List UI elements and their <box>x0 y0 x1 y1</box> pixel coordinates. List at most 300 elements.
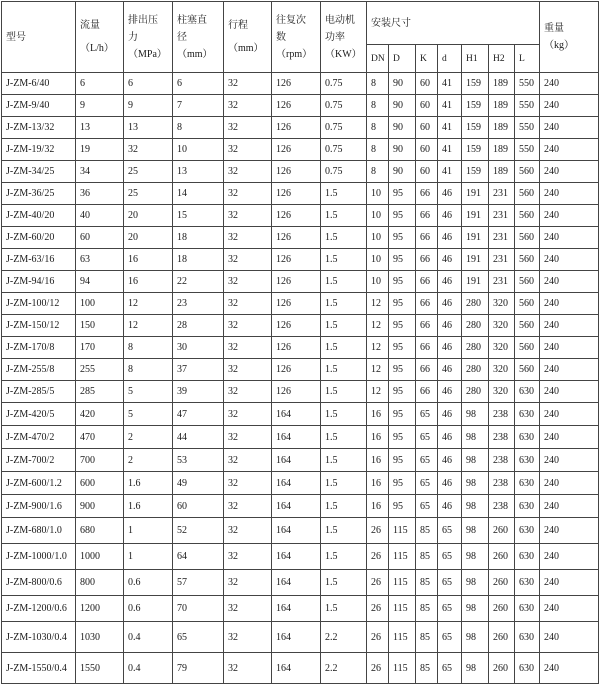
cell-h2: 189 <box>489 95 515 117</box>
cell-stroke: 32 <box>224 495 272 518</box>
cell-reciprocation: 164 <box>272 449 321 472</box>
cell-model: J-ZM-600/1.2 <box>2 472 76 495</box>
cell-model: J-ZM-1550/0.4 <box>2 653 76 684</box>
cell-motor: 1.5 <box>321 570 367 596</box>
cell-plunger: 6 <box>173 73 224 95</box>
cell-h1: 98 <box>462 544 489 570</box>
cell-d-outer: 95 <box>389 381 416 403</box>
table-row <box>2 271 599 293</box>
table-row <box>2 161 599 183</box>
cell-model: J-ZM-170/8 <box>2 337 76 359</box>
cell-d: 65 <box>438 653 462 684</box>
cell-motor: 1.5 <box>321 359 367 381</box>
cell-flow: 700 <box>76 449 124 472</box>
cell-stroke: 32 <box>224 271 272 293</box>
cell-h2: 231 <box>489 271 515 293</box>
cell-pressure: 1 <box>124 544 173 570</box>
cell-stroke: 32 <box>224 227 272 249</box>
cell-d-outer: 95 <box>389 449 416 472</box>
cell-flow: 60 <box>76 227 124 249</box>
table-row <box>2 73 599 95</box>
cell-d-outer: 115 <box>389 544 416 570</box>
cell-k: 66 <box>416 315 438 337</box>
cell-motor: 1.5 <box>321 183 367 205</box>
cell-h2: 231 <box>489 227 515 249</box>
cell-motor: 1.5 <box>321 271 367 293</box>
cell-plunger: 39 <box>173 381 224 403</box>
cell-stroke: 32 <box>224 73 272 95</box>
table-row <box>2 359 599 381</box>
cell-h1: 98 <box>462 570 489 596</box>
cell-d-outer: 95 <box>389 426 416 449</box>
table-row <box>2 205 599 227</box>
cell-motor: 1.5 <box>321 495 367 518</box>
cell-reciprocation: 164 <box>272 495 321 518</box>
cell-pressure: 1 <box>124 518 173 544</box>
cell-plunger: 28 <box>173 315 224 337</box>
cell-reciprocation: 126 <box>272 359 321 381</box>
cell-d-outer: 115 <box>389 518 416 544</box>
cell-model: J-ZM-285/5 <box>2 381 76 403</box>
cell-d: 46 <box>438 449 462 472</box>
cell-d-outer: 95 <box>389 227 416 249</box>
header-reciprocation: 往复次 数 （rpm） <box>272 2 321 73</box>
header-install-l: L <box>515 45 540 73</box>
cell-reciprocation: 164 <box>272 403 321 426</box>
cell-flow: 63 <box>76 249 124 271</box>
cell-k: 60 <box>416 95 438 117</box>
cell-h2: 238 <box>489 426 515 449</box>
cell-d: 46 <box>438 403 462 426</box>
cell-l: 630 <box>515 381 540 403</box>
cell-k: 66 <box>416 227 438 249</box>
cell-stroke: 32 <box>224 449 272 472</box>
cell-motor: 1.5 <box>321 426 367 449</box>
cell-plunger: 37 <box>173 359 224 381</box>
table-row <box>2 183 599 205</box>
cell-plunger: 65 <box>173 622 224 653</box>
cell-k: 85 <box>416 653 438 684</box>
cell-pressure: 20 <box>124 227 173 249</box>
cell-dn: 10 <box>367 183 389 205</box>
cell-weight: 240 <box>540 249 599 271</box>
cell-h2: 238 <box>489 449 515 472</box>
cell-flow: 6 <box>76 73 124 95</box>
cell-h1: 98 <box>462 596 489 622</box>
cell-plunger: 70 <box>173 596 224 622</box>
cell-motor: 0.75 <box>321 95 367 117</box>
cell-k: 66 <box>416 271 438 293</box>
cell-reciprocation: 164 <box>272 472 321 495</box>
cell-motor: 1.5 <box>321 249 367 271</box>
cell-l: 550 <box>515 95 540 117</box>
cell-flow: 900 <box>76 495 124 518</box>
cell-model: J-ZM-1200/0.6 <box>2 596 76 622</box>
cell-h2: 260 <box>489 570 515 596</box>
table-body <box>2 73 599 684</box>
cell-d: 65 <box>438 622 462 653</box>
cell-reciprocation: 126 <box>272 227 321 249</box>
cell-k: 66 <box>416 183 438 205</box>
table-row <box>2 449 599 472</box>
cell-motor: 2.2 <box>321 653 367 684</box>
cell-flow: 420 <box>76 403 124 426</box>
cell-h2: 189 <box>489 161 515 183</box>
cell-flow: 1030 <box>76 622 124 653</box>
cell-h2: 260 <box>489 544 515 570</box>
cell-l: 630 <box>515 570 540 596</box>
cell-model: J-ZM-100/12 <box>2 293 76 315</box>
table-row <box>2 139 599 161</box>
header-install-h2: H2 <box>489 45 515 73</box>
cell-weight: 240 <box>540 95 599 117</box>
cell-motor: 1.5 <box>321 544 367 570</box>
cell-weight: 240 <box>540 359 599 381</box>
cell-h1: 98 <box>462 622 489 653</box>
cell-k: 66 <box>416 249 438 271</box>
table-row <box>2 472 599 495</box>
cell-weight: 240 <box>540 293 599 315</box>
cell-weight: 240 <box>540 315 599 337</box>
cell-motor: 1.5 <box>321 403 367 426</box>
cell-plunger: 13 <box>173 161 224 183</box>
cell-weight: 240 <box>540 403 599 426</box>
cell-h2: 320 <box>489 293 515 315</box>
cell-h2: 320 <box>489 315 515 337</box>
cell-h2: 238 <box>489 495 515 518</box>
cell-weight: 240 <box>540 544 599 570</box>
cell-stroke: 32 <box>224 205 272 227</box>
cell-pressure: 12 <box>124 315 173 337</box>
cell-model: J-ZM-800/0.6 <box>2 570 76 596</box>
cell-d: 46 <box>438 315 462 337</box>
cell-motor: 1.5 <box>321 449 367 472</box>
cell-flow: 36 <box>76 183 124 205</box>
cell-h1: 280 <box>462 359 489 381</box>
cell-h1: 191 <box>462 205 489 227</box>
cell-reciprocation: 126 <box>272 95 321 117</box>
cell-k: 65 <box>416 426 438 449</box>
cell-stroke: 32 <box>224 359 272 381</box>
cell-l: 630 <box>515 544 540 570</box>
cell-pressure: 0.4 <box>124 653 173 684</box>
cell-l: 560 <box>515 227 540 249</box>
cell-model: J-ZM-19/32 <box>2 139 76 161</box>
cell-motor: 1.5 <box>321 227 367 249</box>
cell-h1: 280 <box>462 293 489 315</box>
cell-pressure: 12 <box>124 293 173 315</box>
cell-plunger: 49 <box>173 472 224 495</box>
cell-h2: 231 <box>489 205 515 227</box>
cell-weight: 240 <box>540 205 599 227</box>
table-row <box>2 95 599 117</box>
cell-l: 560 <box>515 315 540 337</box>
cell-motor: 1.5 <box>321 315 367 337</box>
cell-model: J-ZM-470/2 <box>2 426 76 449</box>
cell-flow: 19 <box>76 139 124 161</box>
cell-flow: 1550 <box>76 653 124 684</box>
table-row <box>2 570 599 596</box>
cell-k: 66 <box>416 205 438 227</box>
cell-dn: 12 <box>367 359 389 381</box>
cell-stroke: 32 <box>224 426 272 449</box>
cell-dn: 12 <box>367 337 389 359</box>
cell-flow: 13 <box>76 117 124 139</box>
cell-l: 560 <box>515 293 540 315</box>
cell-d-outer: 90 <box>389 95 416 117</box>
cell-model: J-ZM-680/1.0 <box>2 518 76 544</box>
cell-dn: 16 <box>367 449 389 472</box>
cell-k: 66 <box>416 337 438 359</box>
cell-h1: 98 <box>462 426 489 449</box>
table-row <box>2 653 599 684</box>
cell-k: 85 <box>416 622 438 653</box>
cell-model: J-ZM-1000/1.0 <box>2 544 76 570</box>
cell-weight: 240 <box>540 117 599 139</box>
cell-model: J-ZM-700/2 <box>2 449 76 472</box>
cell-k: 85 <box>416 518 438 544</box>
cell-model: J-ZM-36/25 <box>2 183 76 205</box>
cell-flow: 9 <box>76 95 124 117</box>
cell-flow: 600 <box>76 472 124 495</box>
table-row <box>2 293 599 315</box>
cell-reciprocation: 164 <box>272 518 321 544</box>
header-weight: 重量 （kg） <box>540 2 599 73</box>
cell-stroke: 32 <box>224 315 272 337</box>
cell-stroke: 32 <box>224 293 272 315</box>
cell-d-outer: 95 <box>389 359 416 381</box>
cell-h2: 260 <box>489 596 515 622</box>
cell-l: 560 <box>515 249 540 271</box>
table-row <box>2 117 599 139</box>
cell-pressure: 13 <box>124 117 173 139</box>
cell-stroke: 32 <box>224 337 272 359</box>
cell-h1: 159 <box>462 117 489 139</box>
cell-dn: 26 <box>367 544 389 570</box>
header-model: 型号 <box>2 2 76 73</box>
cell-stroke: 32 <box>224 381 272 403</box>
cell-weight: 240 <box>540 495 599 518</box>
cell-weight: 240 <box>540 449 599 472</box>
cell-weight: 240 <box>540 139 599 161</box>
cell-reciprocation: 126 <box>272 161 321 183</box>
cell-reciprocation: 164 <box>272 653 321 684</box>
header-install-d: d <box>438 45 462 73</box>
cell-flow: 285 <box>76 381 124 403</box>
cell-d-outer: 95 <box>389 293 416 315</box>
cell-plunger: 52 <box>173 518 224 544</box>
cell-weight: 240 <box>540 161 599 183</box>
cell-plunger: 30 <box>173 337 224 359</box>
cell-h2: 320 <box>489 381 515 403</box>
cell-plunger: 10 <box>173 139 224 161</box>
cell-stroke: 32 <box>224 570 272 596</box>
cell-weight: 240 <box>540 271 599 293</box>
cell-flow: 470 <box>76 426 124 449</box>
cell-plunger: 18 <box>173 227 224 249</box>
header-motor: 电动机 功率 （KW） <box>321 2 367 73</box>
cell-h1: 191 <box>462 227 489 249</box>
cell-pressure: 25 <box>124 183 173 205</box>
cell-stroke: 32 <box>224 596 272 622</box>
cell-l: 630 <box>515 495 540 518</box>
cell-stroke: 32 <box>224 95 272 117</box>
cell-pressure: 1.6 <box>124 495 173 518</box>
cell-pressure: 16 <box>124 249 173 271</box>
cell-dn: 10 <box>367 249 389 271</box>
cell-pressure: 16 <box>124 271 173 293</box>
cell-k: 65 <box>416 472 438 495</box>
cell-reciprocation: 126 <box>272 139 321 161</box>
cell-dn: 10 <box>367 227 389 249</box>
cell-pressure: 0.6 <box>124 596 173 622</box>
table-row <box>2 622 599 653</box>
cell-k: 85 <box>416 596 438 622</box>
cell-d: 46 <box>438 472 462 495</box>
cell-stroke: 32 <box>224 183 272 205</box>
cell-d: 41 <box>438 117 462 139</box>
cell-d-outer: 115 <box>389 622 416 653</box>
cell-h2: 231 <box>489 249 515 271</box>
cell-reciprocation: 126 <box>272 293 321 315</box>
cell-weight: 240 <box>540 183 599 205</box>
cell-dn: 8 <box>367 73 389 95</box>
cell-pressure: 9 <box>124 95 173 117</box>
cell-d-outer: 95 <box>389 403 416 426</box>
cell-dn: 26 <box>367 653 389 684</box>
cell-k: 60 <box>416 161 438 183</box>
cell-flow: 800 <box>76 570 124 596</box>
cell-stroke: 32 <box>224 403 272 426</box>
cell-stroke: 32 <box>224 117 272 139</box>
cell-dn: 8 <box>367 117 389 139</box>
cell-dn: 12 <box>367 315 389 337</box>
cell-plunger: 64 <box>173 544 224 570</box>
cell-model: J-ZM-1030/0.4 <box>2 622 76 653</box>
cell-pressure: 8 <box>124 359 173 381</box>
cell-l: 630 <box>515 403 540 426</box>
cell-pressure: 2 <box>124 426 173 449</box>
cell-d: 41 <box>438 73 462 95</box>
cell-model: J-ZM-900/1.6 <box>2 495 76 518</box>
cell-l: 630 <box>515 449 540 472</box>
cell-d: 46 <box>438 337 462 359</box>
cell-dn: 16 <box>367 472 389 495</box>
cell-flow: 150 <box>76 315 124 337</box>
cell-h2: 238 <box>489 472 515 495</box>
cell-dn: 8 <box>367 95 389 117</box>
cell-k: 60 <box>416 117 438 139</box>
cell-l: 630 <box>515 426 540 449</box>
cell-d-outer: 95 <box>389 472 416 495</box>
cell-h2: 320 <box>489 337 515 359</box>
header-plunger: 柱塞直 径 （mm） <box>173 2 224 73</box>
cell-h1: 98 <box>462 495 489 518</box>
cell-h2: 238 <box>489 403 515 426</box>
cell-weight: 240 <box>540 622 599 653</box>
cell-l: 560 <box>515 183 540 205</box>
cell-l: 560 <box>515 205 540 227</box>
cell-h2: 320 <box>489 359 515 381</box>
cell-dn: 12 <box>367 293 389 315</box>
cell-d-outer: 95 <box>389 249 416 271</box>
cell-d-outer: 95 <box>389 205 416 227</box>
cell-d-outer: 115 <box>389 653 416 684</box>
cell-reciprocation: 126 <box>272 249 321 271</box>
header-install-d-outer: D <box>389 45 416 73</box>
cell-model: J-ZM-9/40 <box>2 95 76 117</box>
cell-dn: 26 <box>367 622 389 653</box>
cell-reciprocation: 164 <box>272 544 321 570</box>
cell-flow: 34 <box>76 161 124 183</box>
cell-l: 550 <box>515 139 540 161</box>
cell-d: 46 <box>438 426 462 449</box>
table-row <box>2 403 599 426</box>
cell-reciprocation: 164 <box>272 426 321 449</box>
cell-flow: 1200 <box>76 596 124 622</box>
cell-model: J-ZM-255/8 <box>2 359 76 381</box>
cell-h1: 159 <box>462 73 489 95</box>
table-row <box>2 381 599 403</box>
cell-d: 65 <box>438 570 462 596</box>
cell-reciprocation: 126 <box>272 381 321 403</box>
header-row-1 <box>2 2 599 45</box>
cell-d-outer: 95 <box>389 337 416 359</box>
cell-plunger: 47 <box>173 403 224 426</box>
header-install-dn: DN <box>367 45 389 73</box>
cell-k: 85 <box>416 544 438 570</box>
cell-k: 66 <box>416 293 438 315</box>
cell-plunger: 23 <box>173 293 224 315</box>
table-row <box>2 495 599 518</box>
cell-reciprocation: 164 <box>272 622 321 653</box>
cell-dn: 26 <box>367 518 389 544</box>
cell-d: 46 <box>438 381 462 403</box>
cell-k: 85 <box>416 570 438 596</box>
cell-reciprocation: 126 <box>272 205 321 227</box>
pump-spec-table <box>1 1 599 684</box>
cell-stroke: 32 <box>224 161 272 183</box>
header-pressure: 排出压 力 （MPa） <box>124 2 173 73</box>
cell-flow: 100 <box>76 293 124 315</box>
cell-pressure: 20 <box>124 205 173 227</box>
cell-motor: 1.5 <box>321 472 367 495</box>
cell-plunger: 60 <box>173 495 224 518</box>
cell-model: J-ZM-94/16 <box>2 271 76 293</box>
cell-l: 630 <box>515 472 540 495</box>
cell-plunger: 44 <box>173 426 224 449</box>
cell-k: 66 <box>416 359 438 381</box>
cell-dn: 26 <box>367 570 389 596</box>
cell-model: J-ZM-13/32 <box>2 117 76 139</box>
cell-dn: 16 <box>367 495 389 518</box>
cell-d-outer: 90 <box>389 161 416 183</box>
cell-plunger: 18 <box>173 249 224 271</box>
cell-l: 560 <box>515 337 540 359</box>
cell-plunger: 14 <box>173 183 224 205</box>
cell-model: J-ZM-34/25 <box>2 161 76 183</box>
cell-d-outer: 95 <box>389 183 416 205</box>
cell-d: 65 <box>438 544 462 570</box>
cell-motor: 1.5 <box>321 293 367 315</box>
cell-weight: 240 <box>540 227 599 249</box>
cell-pressure: 6 <box>124 73 173 95</box>
cell-pressure: 5 <box>124 381 173 403</box>
cell-h1: 191 <box>462 271 489 293</box>
cell-d: 65 <box>438 518 462 544</box>
cell-dn: 10 <box>367 271 389 293</box>
cell-d: 46 <box>438 271 462 293</box>
